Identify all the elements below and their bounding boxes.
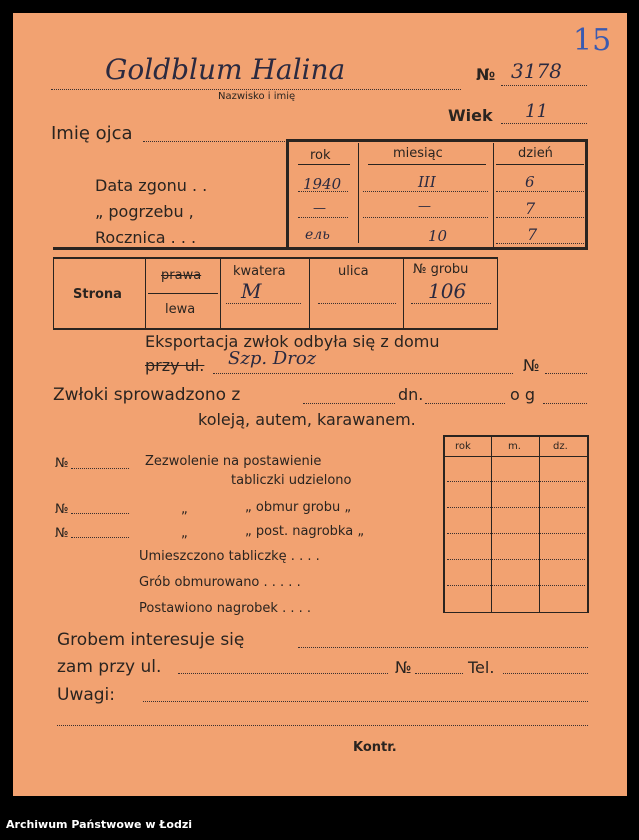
burial-day: 7	[525, 199, 536, 218]
permit-text: „	[181, 526, 188, 541]
permit-no-label: №	[55, 502, 69, 517]
number-value: 3178	[511, 59, 562, 83]
col-month: m.	[508, 441, 521, 452]
archive-credit: Archiwum Państwowe w Łodzi	[6, 818, 193, 831]
permit-no-label: №	[55, 456, 69, 471]
burial-card	[13, 13, 627, 796]
street-label: ulica	[338, 264, 369, 279]
age-value: 11	[525, 101, 548, 122]
page-number: 15	[573, 23, 612, 58]
permit-text: „	[181, 502, 188, 517]
side-label: Strona	[73, 287, 122, 302]
quarter-value: M	[241, 279, 262, 303]
col-day: dz.	[553, 441, 568, 452]
export-no-label: №	[523, 356, 540, 375]
grave-number-value: 106	[428, 279, 467, 303]
transport-label: Zwłoki sprowadzono z	[53, 385, 241, 405]
name-label: Nazwisko i imię	[218, 91, 296, 102]
age-label: Wiek	[448, 106, 493, 125]
address-label: zam przy ul.	[57, 657, 162, 677]
side-right: prawa	[161, 268, 202, 283]
permit-text-2: „ post. nagrobka „	[245, 524, 365, 539]
export-street-label: przy ul.	[145, 356, 205, 375]
transport-date-label: dn.	[398, 385, 424, 404]
tombstone-placed: Postawiono nagrobek . . . .	[139, 601, 311, 616]
grave-walled: Grób obmurowano . . . . .	[139, 575, 301, 590]
name-value: Goldblum Halina	[105, 53, 346, 86]
anniversary-month: 10	[428, 227, 448, 245]
col-rok: rok	[310, 148, 331, 163]
burial-year: —	[313, 201, 326, 216]
grave-number-label: № grobu	[413, 262, 469, 277]
row-label-burial: „ pogrzebu ,	[95, 202, 194, 221]
address-no-label: №	[395, 658, 412, 677]
interested-label: Grobem interesuje się	[57, 630, 245, 650]
anniversary-year: ель	[305, 227, 330, 243]
father-name-label: Imię ojca	[51, 123, 133, 144]
export-street-value: Szp. Droz	[228, 348, 317, 369]
tel-label: Tel.	[468, 658, 495, 677]
row-label-anniversary: Rocznica . . .	[95, 228, 197, 247]
anniversary-day: 7	[527, 225, 538, 244]
death-month: III	[418, 173, 436, 191]
notes-label: Uwagi:	[57, 685, 116, 705]
burial-month: —	[418, 199, 431, 214]
permit-text-2: tabliczki udzielono	[231, 473, 352, 488]
row-label-death: Data zgonu . .	[95, 176, 208, 195]
permit-no-label: №	[55, 526, 69, 541]
col-year: rok	[455, 441, 471, 452]
side-left: lewa	[165, 302, 196, 317]
permit-text: Zezwolenie na postawienie	[145, 454, 322, 469]
plaque-placed: Umieszczono tabliczkę . . . .	[139, 549, 320, 564]
col-dzien: dzień	[518, 146, 553, 161]
death-year: 1940	[303, 175, 342, 193]
control-label: Kontr.	[353, 740, 397, 755]
death-day: 6	[525, 173, 535, 191]
col-miesiac: miesiąc	[393, 146, 443, 161]
transport-hour-label: o g	[510, 385, 536, 404]
number-label: №	[476, 65, 496, 84]
transport-modes: koleją, autem, karawanem.	[198, 410, 416, 429]
export-text: Eksportacja zwłok odbyła się z domu	[145, 332, 440, 351]
quarter-label: kwatera	[233, 264, 286, 279]
permit-text-2: „ obmur grobu „	[245, 500, 352, 515]
